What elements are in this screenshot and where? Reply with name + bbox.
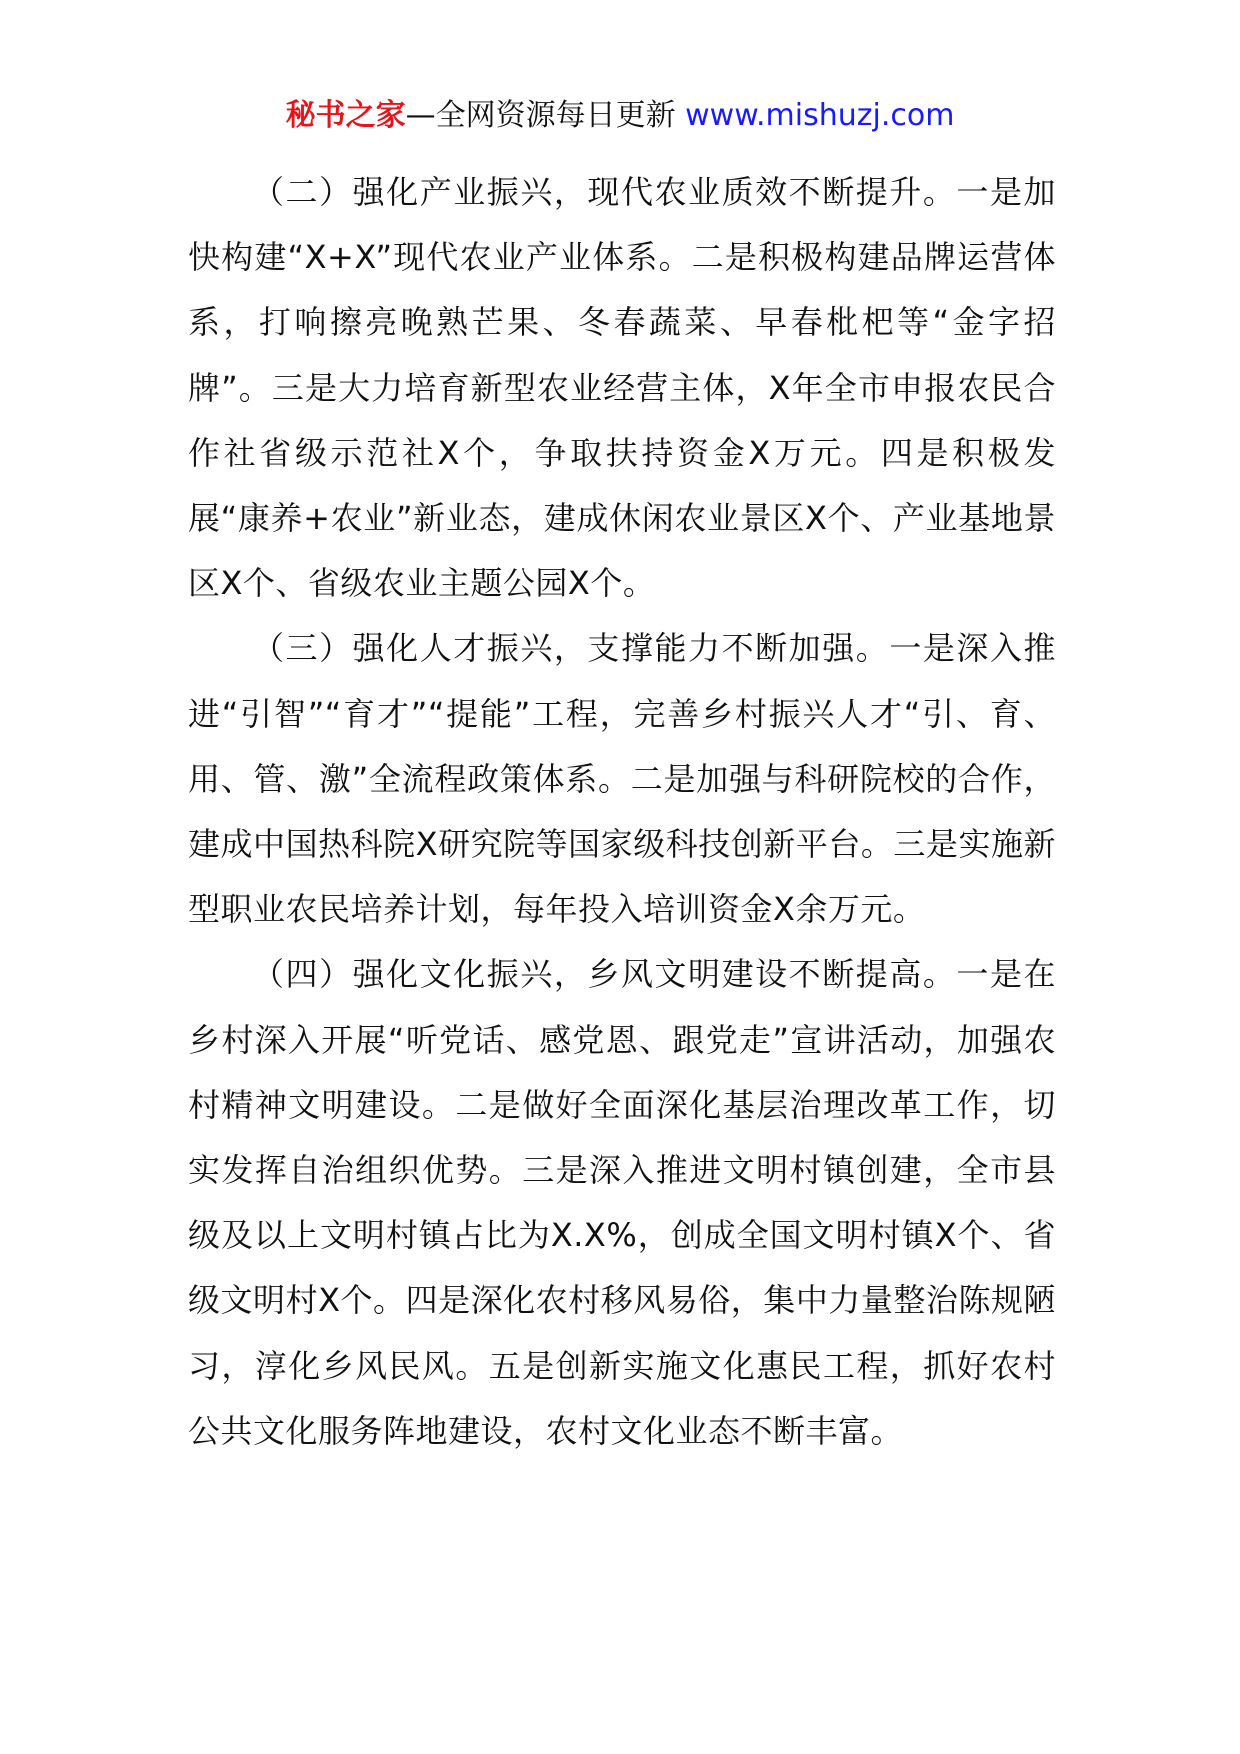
site-url-link[interactable]: www.mishuzj.com [685, 98, 955, 133]
site-tagline: —全网资源每日更新 [405, 98, 686, 133]
paragraph-talent: （三）强化人才振兴，支撑能力不断加强。一是深入推进“引智”“育才”“提能”工程，完善乡村振兴人才“引、育、用、管、激”全流程政策体系。二是加强与科研院校的合作，建成中国热科院X研究院等国家级科技创新平台。三是实施新型职业农民培养计划，每年投入培训资金X余万元。 [188, 629, 1056, 929]
paragraph-culture: （四）强化文化振兴，乡风文明建设不断提高。一是在乡村深入开展“听党话、感党恩、跟党走”宣讲活动，加强农村精神文明建设。二是做好全面深化基层治理改革工作，切实发挥自治组织优势。三是深入推进文明村镇创建，全市县级及以上文明村镇占比为X.X%，创成全国文明村镇X个、省级文明村X个。四是深化农村移风易俗，集中力量整治陈规陋习，淳化乡风民风。五是创新实施文化惠民工程，抓好农村公共文化服务阵地建设，农村文化业态不断丰富。 [188, 955, 1056, 1450]
page-header [0, 96, 1240, 136]
site-brand: 秘书之家 [285, 98, 406, 133]
document-body [188, 160, 1056, 1464]
paragraph-industry: （二）强化产业振兴，现代农业质效不断提升。一是加快构建“X+X”现代农业产业体系。二是积极构建品牌运营体系，打响擦亮晚熟芒果、冬春蔬菜、早春枇杷等“金字招牌”。三是大力培育新型农业经营主体，X年全市申报农民合作社省级示范社X个，争取扶持资金X万元。四是积极发展“康养+农业”新业态，建成休闲农业景区X个、产业基地景区X个、省级农业主题公园X个。 [188, 173, 1056, 603]
